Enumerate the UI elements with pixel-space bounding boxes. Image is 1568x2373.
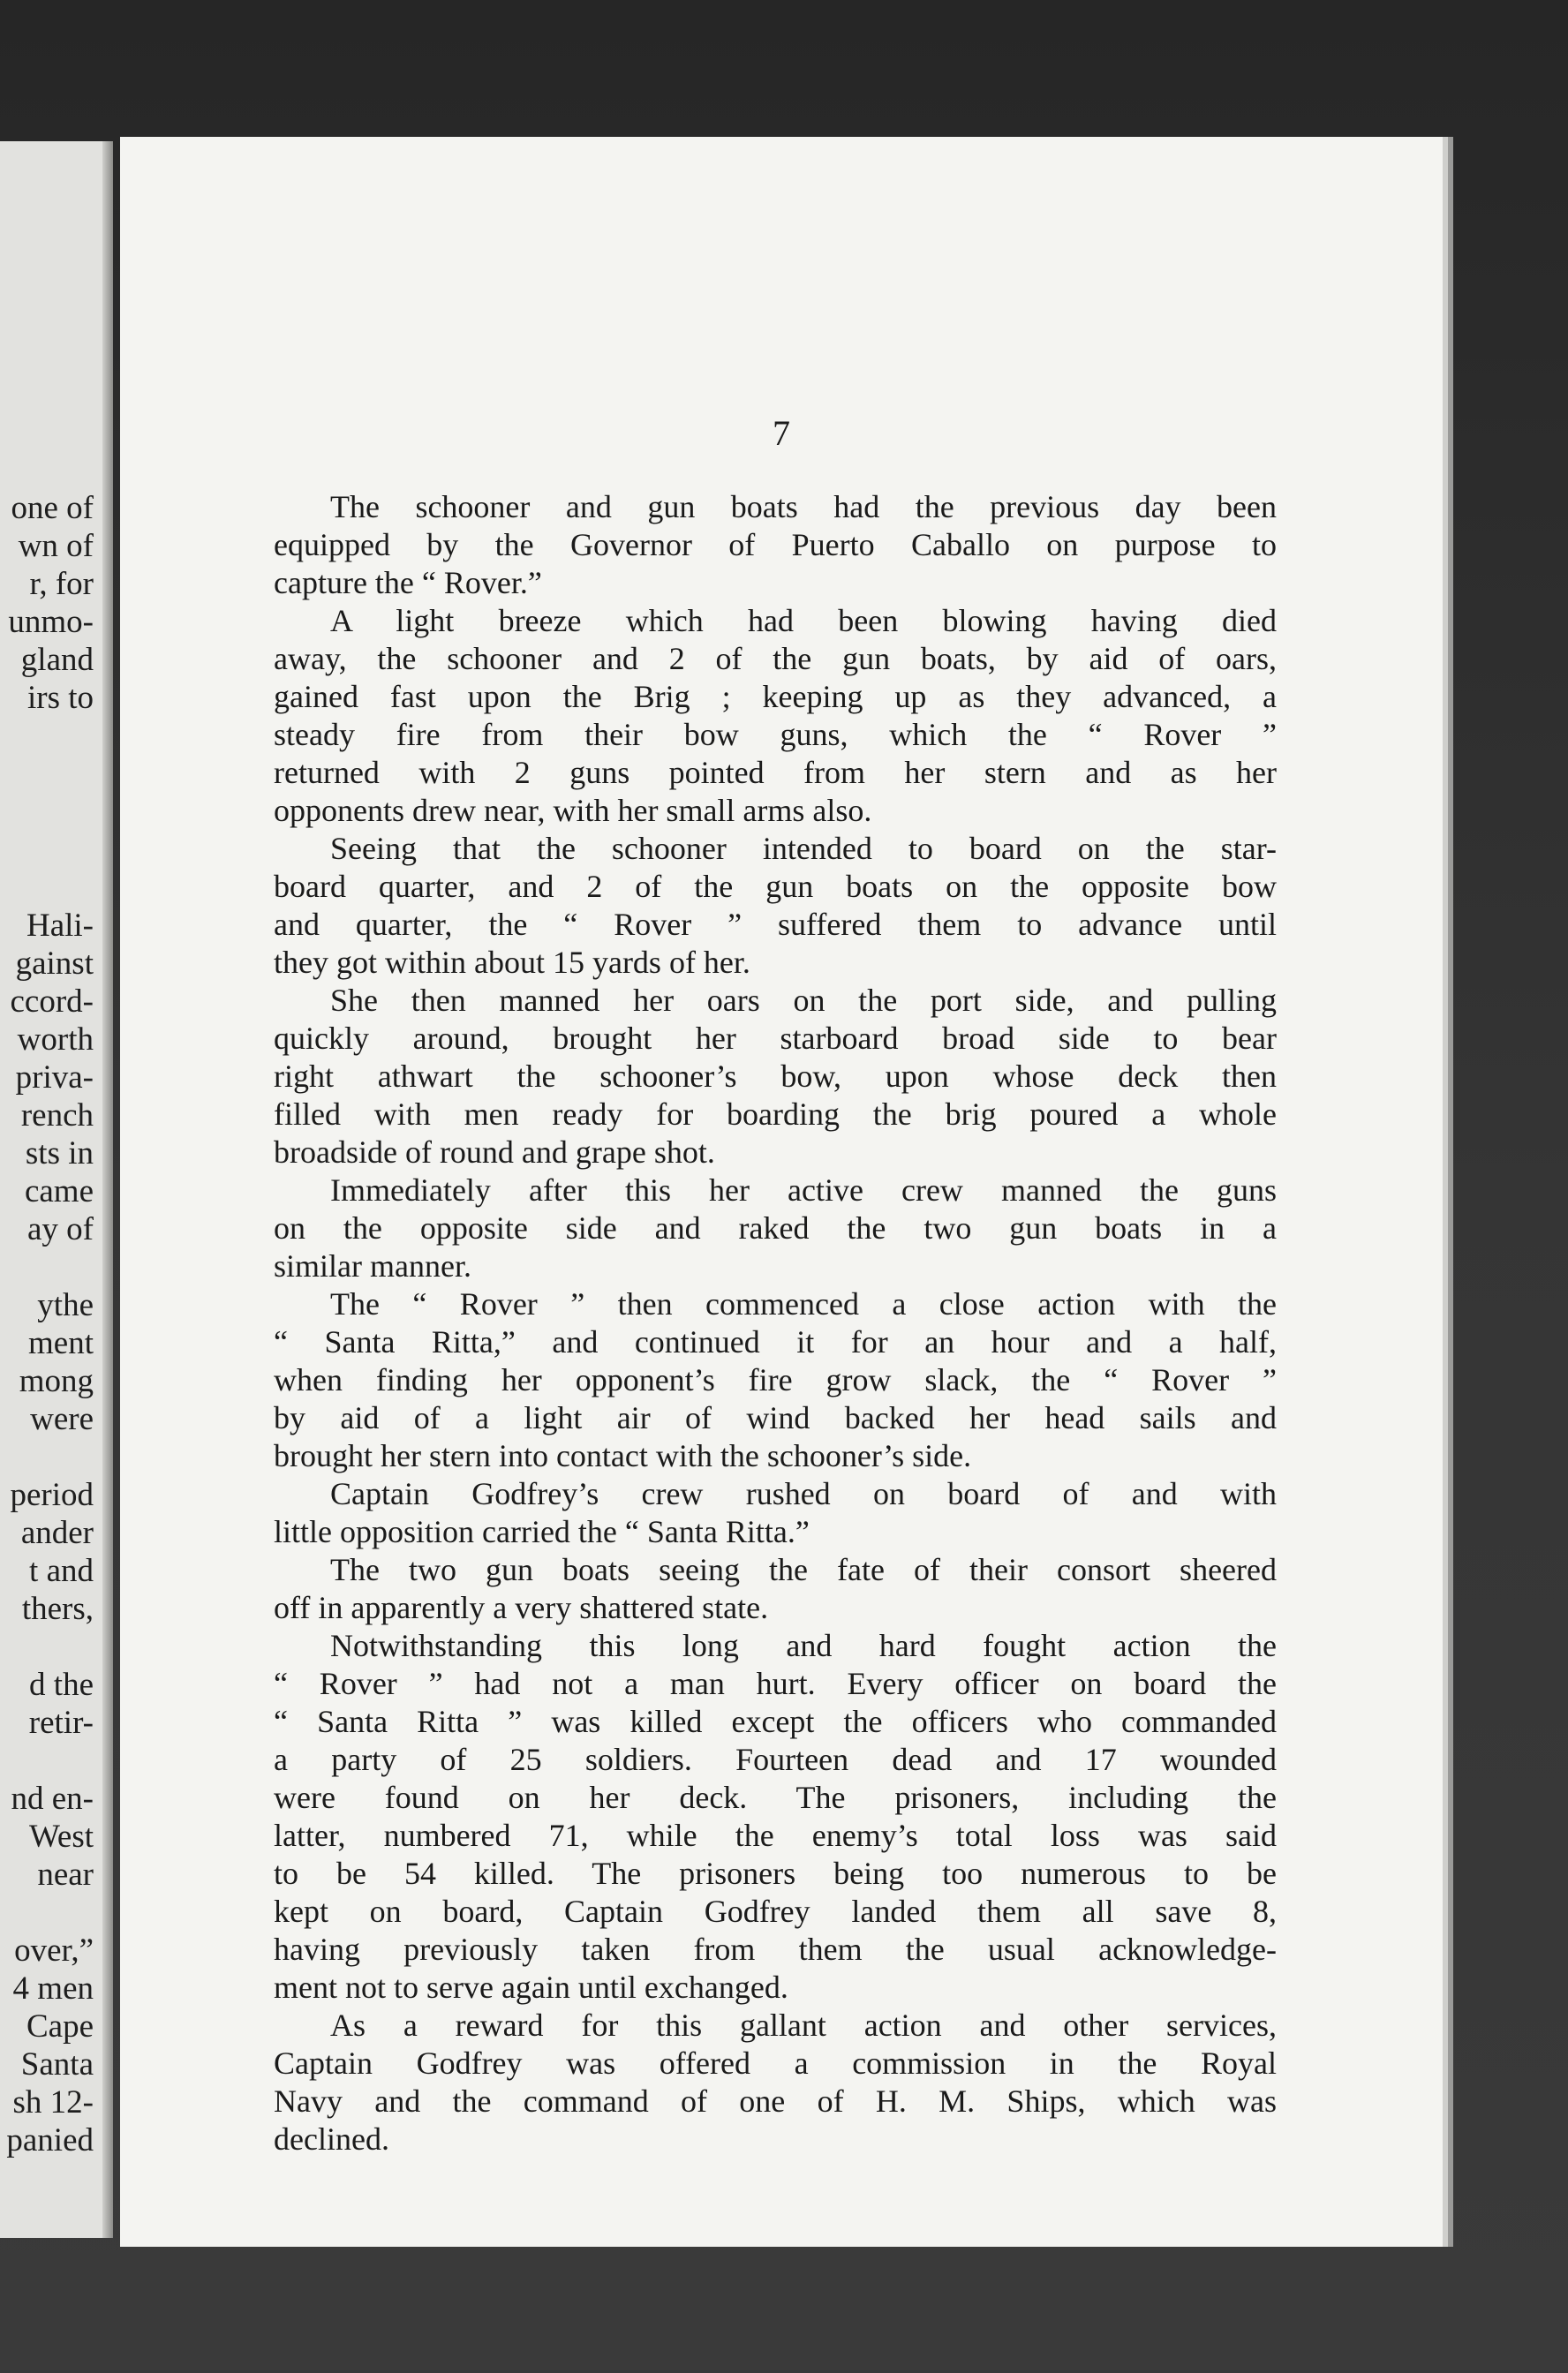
text-line: Immediately after this her active crew manned the guns xyxy=(330,1172,1277,1208)
text-line: were found on her deck. The prisoners, including the xyxy=(274,1780,1277,1815)
facing-page-fragment: ay of xyxy=(27,1211,94,1247)
facing-page-fragment: Santa xyxy=(20,2046,94,2083)
text-line: Seeing that the schooner intended to board on the star- xyxy=(330,831,1277,866)
text-line: “ Santa Ritta,” and continued it for an hour and a half, xyxy=(274,1324,1277,1360)
facing-page-fragment: one of xyxy=(11,490,94,526)
facing-page-fragment: were xyxy=(30,1401,94,1437)
text-line: when finding her opponent’s fire grow slack, the “ Rover ” xyxy=(274,1362,1277,1397)
text-line: ment not to serve again until exchanged. xyxy=(274,1970,788,2005)
text-line: She then manned her oars on the port side, and pulling xyxy=(330,983,1277,1018)
text-line: broadside of round and grape shot. xyxy=(274,1134,715,1170)
facing-page-fragment: came xyxy=(24,1173,94,1209)
facing-page-fragment: mong xyxy=(19,1363,94,1399)
text-line: Navy and the command of one of H. M. Ships, which was xyxy=(274,2083,1277,2119)
facing-page-fragment: d the xyxy=(29,1667,94,1703)
text-line: they got within about 15 yards of her. xyxy=(274,945,750,980)
text-line: off in apparently a very shattered state. xyxy=(274,1590,769,1625)
text-line: having previously taken from them the usual acknowledge- xyxy=(274,1932,1277,1967)
facing-page-fragment: panied xyxy=(6,2122,94,2158)
facing-page-fragment: West xyxy=(28,1819,94,1855)
facing-page-fragment: ander xyxy=(20,1515,94,1551)
text-line: The schooner and gun boats had the previous day been xyxy=(330,489,1277,524)
facing-page-fragment: Hali- xyxy=(26,908,94,944)
facing-page-fragment: wn of xyxy=(18,528,94,564)
text-line: The “ Rover ” then commenced a close action with the xyxy=(330,1286,1277,1322)
facing-page-fragment: r, for xyxy=(29,566,94,602)
text-line: capture the “ Rover.” xyxy=(274,565,542,600)
text-line: brought her stern into contact with the schooner’s side. xyxy=(274,1438,972,1473)
text-line: “ Santa Ritta ” was killed except the officers who commanded xyxy=(274,1704,1277,1739)
facing-page-fragment: sh 12- xyxy=(12,2084,94,2121)
facing-page-fragment: irs to xyxy=(26,680,94,716)
text-line: kept on board, Captain Godfrey landed them all save 8, xyxy=(274,1894,1277,1929)
text-line: right athwart the schooner’s bow, upon whose deck then xyxy=(274,1058,1277,1094)
text-line: board quarter, and 2 of the gun boats on the opposite bow xyxy=(274,869,1277,904)
text-line: Captain Godfrey’s crew rushed on board of and with xyxy=(330,1476,1277,1511)
text-line: filled with men ready for boarding the brig poured a whole xyxy=(274,1096,1277,1132)
facing-page-fragment: priva- xyxy=(15,1059,94,1096)
text-line: away, the schooner and 2 of the gun boats, by aid of oars, xyxy=(274,641,1277,676)
facing-page-fragment: Cape xyxy=(26,2008,94,2045)
facing-page-fragment: unmo- xyxy=(8,604,94,640)
facing-page-fragment: ythe xyxy=(37,1287,94,1323)
facing-page-fragment: sts in xyxy=(25,1135,94,1171)
facing-page-fragment: period xyxy=(10,1477,94,1513)
text-line: returned with 2 guns pointed from her stern and as her xyxy=(274,755,1277,790)
facing-page-fragment: t and xyxy=(29,1553,94,1589)
text-line: A light breeze which had been blowing having died xyxy=(330,603,1277,638)
text-line: equipped by the Governor of Puerto Caballo on purpose to xyxy=(274,527,1277,562)
text-line: a party of 25 soldiers. Fourteen dead and 17 wounded xyxy=(274,1742,1277,1777)
facing-page-fragment: nd en- xyxy=(11,1781,94,1817)
facing-page-fragment: near xyxy=(37,1857,94,1893)
text-line: quickly around, brought her starboard broad side to bear xyxy=(274,1021,1277,1056)
text-line: and quarter, the “ Rover ” suffered them to advance until xyxy=(274,907,1277,942)
text-line: latter, numbered 71, while the enemy’s total loss was said xyxy=(274,1818,1277,1853)
facing-page-fragment: gainst xyxy=(15,945,94,982)
text-line: to be 54 killed. The prisoners being too numerous to be xyxy=(274,1856,1277,1891)
text-line: on the opposite side and raked the two gun boats in a xyxy=(274,1210,1277,1246)
text-line: little opposition carried the “ Santa Ritta.” xyxy=(274,1514,810,1549)
text-line: by aid of a light air of wind backed her head sails and xyxy=(274,1400,1277,1435)
facing-page-fragment: thers, xyxy=(21,1591,94,1627)
text-line: steady fire from their bow guns, which the “ Rover ” xyxy=(274,717,1277,752)
facing-page-edge xyxy=(0,141,113,2238)
book-page xyxy=(120,137,1443,2247)
page-body-text xyxy=(274,488,1277,2158)
facing-page-fragment: rench xyxy=(20,1097,94,1134)
book-gutter xyxy=(102,141,113,2238)
facing-page-fragment: 4 men xyxy=(12,1970,94,2007)
facing-page-fragment: gland xyxy=(20,642,94,678)
text-line: As a reward for this gallant action and other services, xyxy=(330,2008,1277,2043)
facing-page-fragment: over,” xyxy=(14,1932,94,1969)
text-line: Notwithstanding this long and hard fought action the xyxy=(330,1628,1277,1663)
page-number: 7 xyxy=(773,413,790,453)
facing-page-fragment: retir- xyxy=(28,1705,94,1741)
facing-page-fragment: ment xyxy=(28,1325,94,1361)
text-line: Captain Godfrey was offered a commission in the Royal xyxy=(274,2045,1277,2081)
text-line: The two gun boats seeing the fate of their consort sheered xyxy=(330,1552,1277,1587)
text-line: similar manner. xyxy=(274,1248,471,1284)
facing-page-fragment: ccord- xyxy=(10,983,94,1020)
text-line: “ Rover ” had not a man hurt. Every officer on board the xyxy=(274,1666,1277,1701)
text-line: declined. xyxy=(274,2121,389,2157)
text-line: gained fast upon the Brig ; keeping up as they advanced, a xyxy=(274,679,1277,714)
facing-page-fragment: worth xyxy=(17,1021,94,1058)
text-line: opponents drew near, with her small arms also. xyxy=(274,793,872,828)
